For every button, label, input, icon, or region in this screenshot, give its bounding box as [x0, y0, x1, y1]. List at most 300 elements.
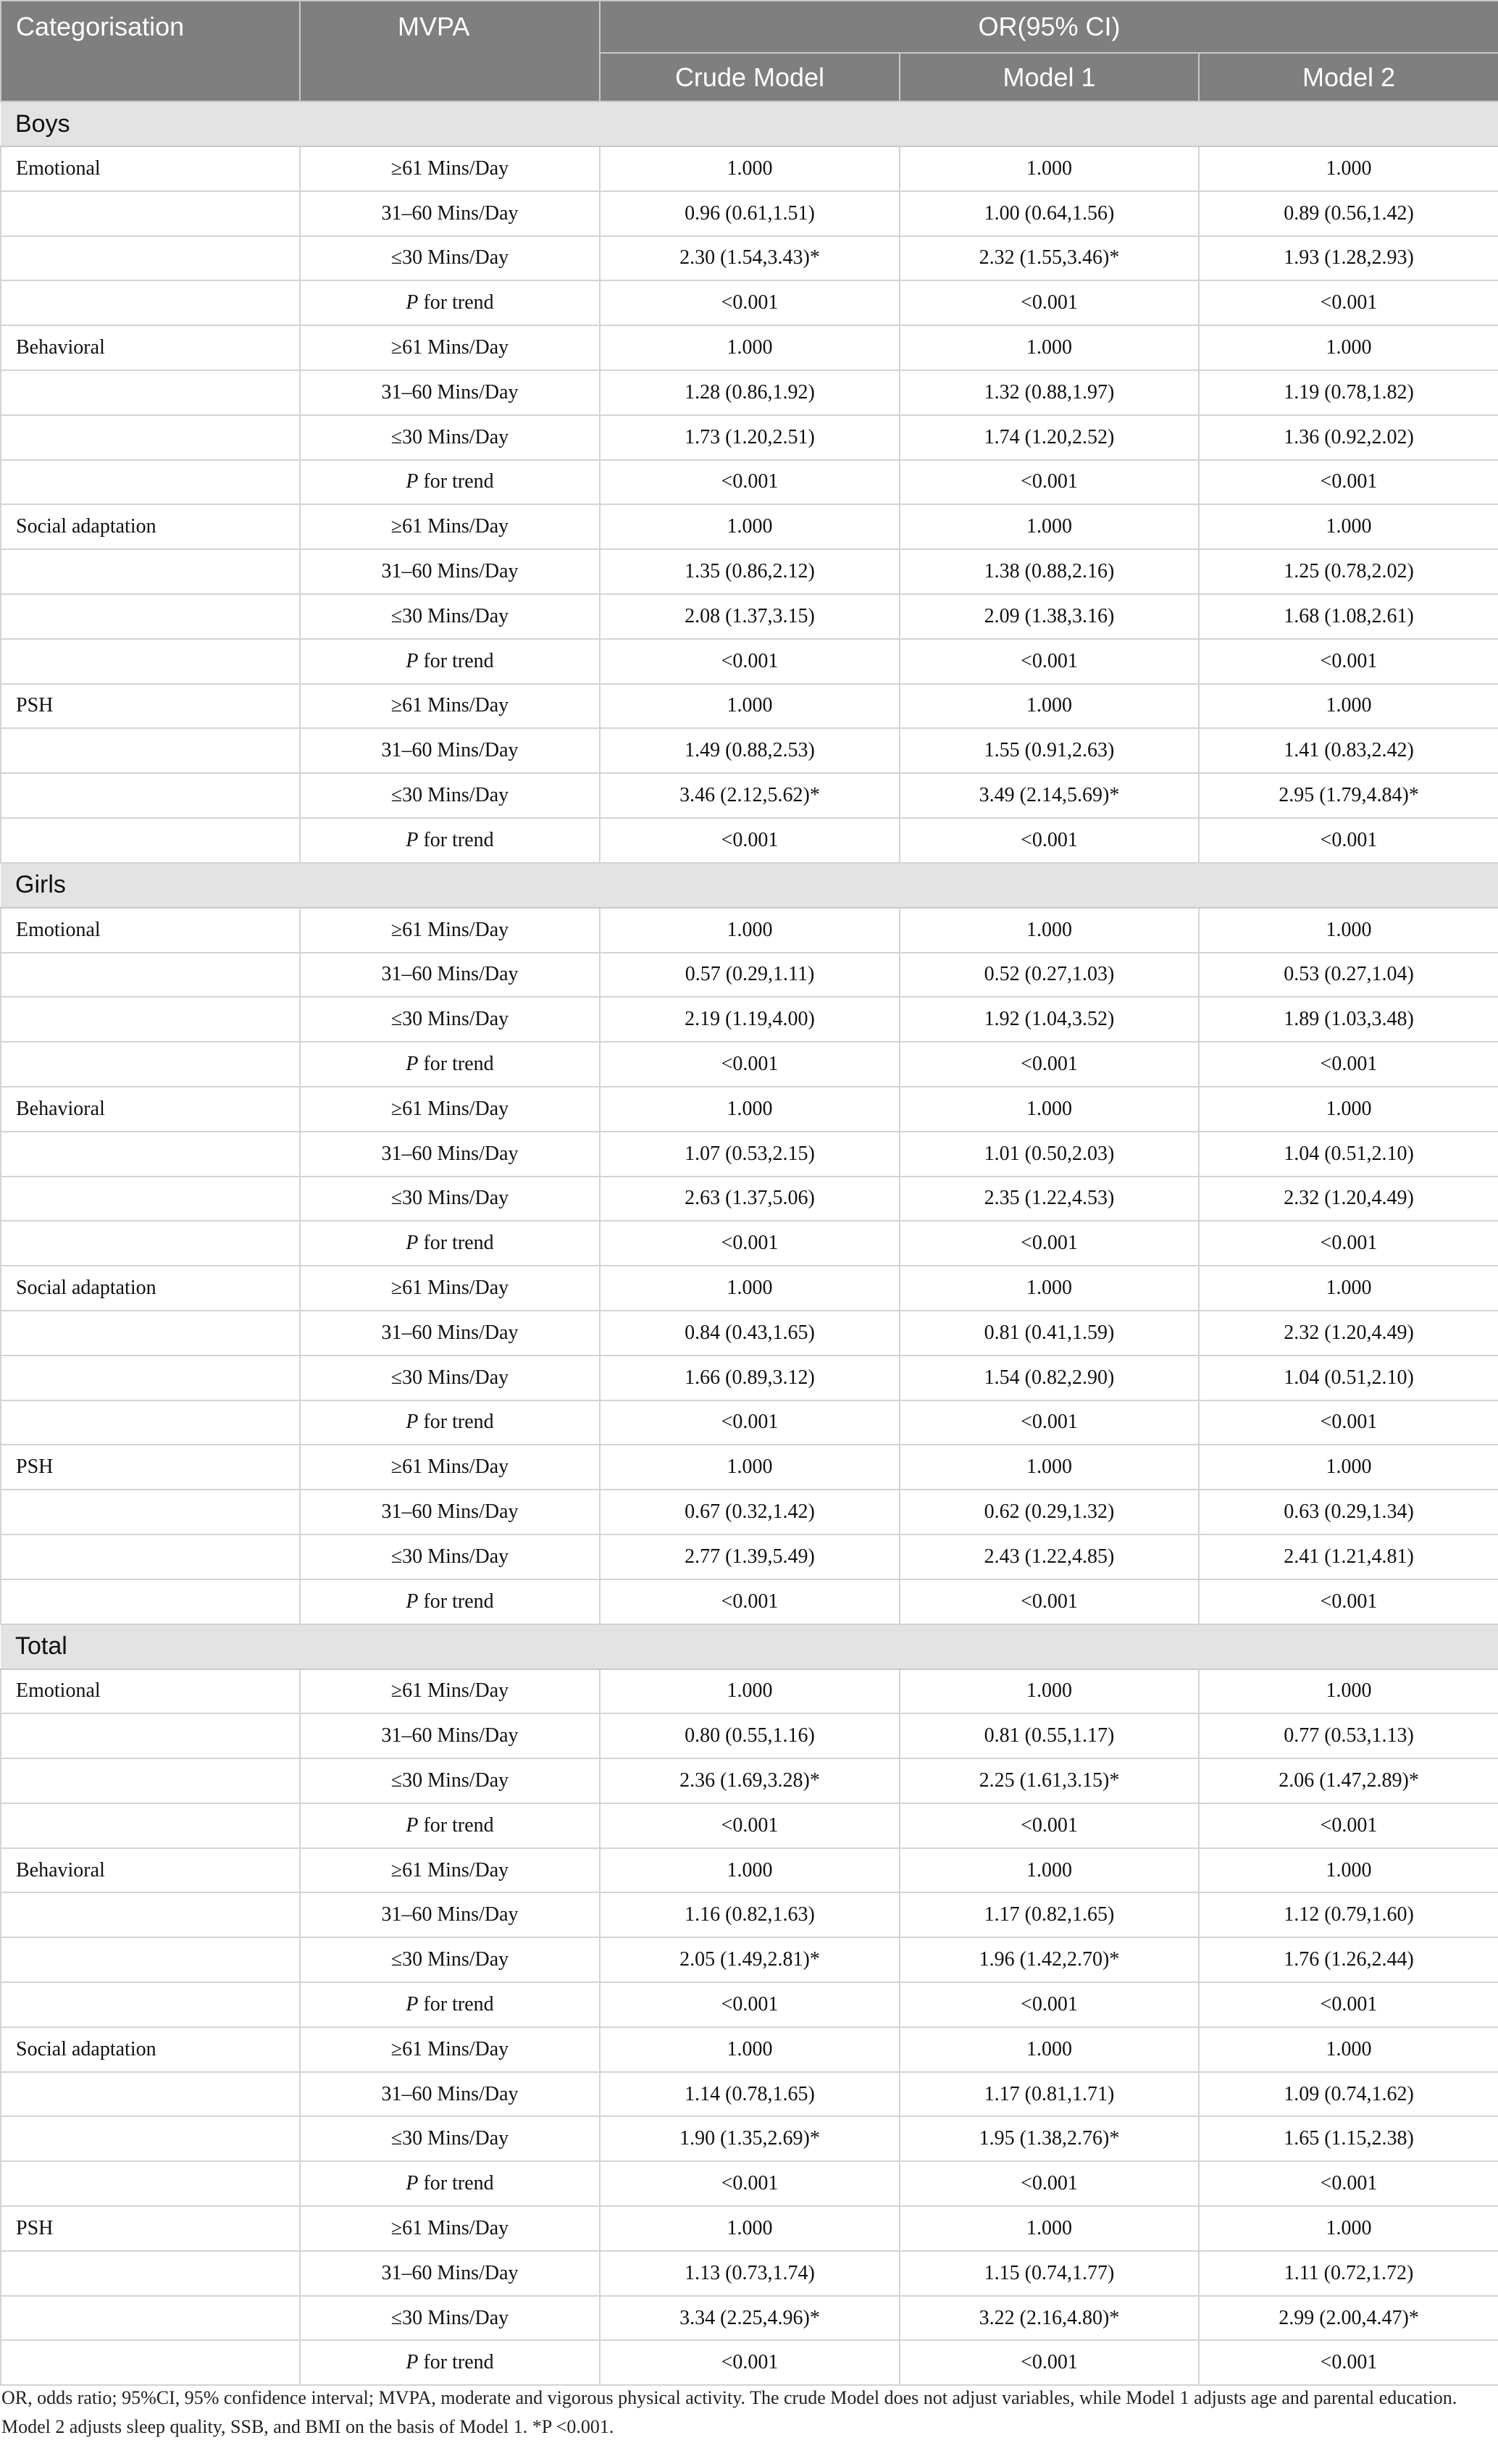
- mvpa-level-cell: ≥61 Mins/Day: [300, 1445, 600, 1490]
- model-2-cell: 2.06 (1.47,2.89)*: [1199, 1758, 1498, 1803]
- mvpa-level-cell: ≤30 Mins/Day: [300, 236, 600, 281]
- model-1-cell: 0.52 (0.27,1.03): [900, 953, 1199, 998]
- model-1-cell: 1.000: [900, 146, 1199, 191]
- table-row: [1, 2161, 1498, 2206]
- mvpa-level-cell: P for trend: [300, 1221, 600, 1266]
- mvpa-level-cell: 31–60 Mins/Day: [300, 370, 600, 415]
- mvpa-level-cell: 31–60 Mins/Day: [300, 1713, 600, 1758]
- crude-model-cell: 3.34 (2.25,4.96)*: [600, 2296, 900, 2341]
- mvpa-level-cell: P for trend: [300, 1042, 600, 1087]
- table-row: [1, 1937, 1498, 1982]
- model-2-cell: <0.001: [1199, 2340, 1498, 2385]
- model-1-cell: 1.17 (0.82,1.65): [900, 1892, 1199, 1937]
- table-footnote: [0, 2384, 1494, 2442]
- mvpa-level-cell: ≤30 Mins/Day: [300, 1356, 600, 1400]
- table-row: [1, 415, 1498, 460]
- footnote-line-2: Model 2 adjusts sleep quality, SSB, and BMI on the basis of Model 1. *P <0.001.: [1, 2416, 614, 2437]
- header-crude-model: Crude Model: [600, 53, 900, 101]
- mvpa-level-cell: ≤30 Mins/Day: [300, 773, 600, 818]
- category-cell: Social adaptation: [1, 504, 300, 549]
- mvpa-level-cell: ≤30 Mins/Day: [300, 1177, 600, 1221]
- mvpa-level-cell: 31–60 Mins/Day: [300, 1892, 600, 1937]
- crude-model-cell: 1.000: [600, 908, 900, 953]
- model-2-cell: <0.001: [1199, 1042, 1498, 1087]
- model-1-cell: 1.000: [900, 325, 1199, 370]
- table-row: [1, 1579, 1498, 1624]
- model-2-cell: 1.09 (0.74,1.62): [1199, 2072, 1498, 2117]
- table-row: [1, 2116, 1498, 2161]
- model-2-cell: 2.32 (1.20,4.49): [1199, 1177, 1498, 1221]
- model-1-cell: 2.09 (1.38,3.16): [900, 594, 1199, 639]
- category-cell: [1, 1937, 300, 1982]
- mvpa-level-cell: ≥61 Mins/Day: [300, 325, 600, 370]
- model-2-cell: 2.99 (2.00,4.47)*: [1199, 2296, 1498, 2341]
- crude-model-cell: 1.49 (0.88,2.53): [600, 728, 900, 773]
- crude-model-cell: <0.001: [600, 1982, 900, 2027]
- table-row: [1, 1758, 1498, 1803]
- header-categorisation: Categorisation: [1, 1, 300, 101]
- mvpa-level-cell: ≥61 Mins/Day: [300, 684, 600, 729]
- table-row: [1, 1803, 1498, 1848]
- category-cell: [1, 1982, 300, 2027]
- model-1-cell: 1.54 (0.82,2.90): [900, 1356, 1199, 1400]
- mvpa-level-cell: ≤30 Mins/Day: [300, 2296, 600, 2341]
- table-row: [1, 773, 1498, 818]
- crude-model-cell: 1.000: [600, 1669, 900, 1714]
- model-1-cell: 1.000: [900, 1266, 1199, 1311]
- model-1-cell: <0.001: [900, 1221, 1199, 1266]
- model-1-cell: <0.001: [900, 1803, 1199, 1848]
- model-2-cell: 1.04 (0.51,2.10): [1199, 1132, 1498, 1177]
- mvpa-level-cell: ≤30 Mins/Day: [300, 997, 600, 1042]
- table-row: [1, 460, 1498, 505]
- crude-model-cell: 1.000: [600, 684, 900, 729]
- model-2-cell: <0.001: [1199, 460, 1498, 505]
- model-1-cell: <0.001: [900, 280, 1199, 325]
- mvpa-level-cell: ≥61 Mins/Day: [300, 1266, 600, 1311]
- table-row: [1, 504, 1498, 549]
- model-1-cell: <0.001: [900, 1982, 1199, 2027]
- crude-model-cell: 2.77 (1.39,5.49): [600, 1534, 900, 1579]
- mvpa-level-cell: ≥61 Mins/Day: [300, 1848, 600, 1893]
- model-1-cell: 1.000: [900, 1087, 1199, 1132]
- table-row: [1, 1713, 1498, 1758]
- mvpa-level-cell: 31–60 Mins/Day: [300, 2251, 600, 2296]
- mvpa-level-cell: ≥61 Mins/Day: [300, 504, 600, 549]
- crude-model-cell: 1.13 (0.73,1.74): [600, 2251, 900, 2296]
- category-cell: [1, 2251, 300, 2296]
- category-cell: Behavioral: [1, 1848, 300, 1893]
- mvpa-level-cell: P for trend: [300, 460, 600, 505]
- table-header: [1, 1, 1498, 101]
- category-cell: [1, 1042, 300, 1087]
- model-2-cell: <0.001: [1199, 1579, 1498, 1624]
- crude-model-cell: <0.001: [600, 1042, 900, 1087]
- category-cell: [1, 1534, 300, 1579]
- model-2-cell: 1.000: [1199, 684, 1498, 729]
- model-2-cell: 1.19 (0.78,1.82): [1199, 370, 1498, 415]
- category-cell: [1, 191, 300, 236]
- table-row: [1, 1087, 1498, 1132]
- category-cell: [1, 997, 300, 1042]
- crude-model-cell: 1.000: [600, 2027, 900, 2072]
- model-1-cell: 3.49 (2.14,5.69)*: [900, 773, 1199, 818]
- crude-model-cell: 1.000: [600, 1266, 900, 1311]
- table-row: [1, 953, 1498, 998]
- category-cell: Emotional: [1, 1669, 300, 1714]
- mvpa-level-cell: P for trend: [300, 1400, 600, 1445]
- crude-model-cell: 0.80 (0.55,1.16): [600, 1713, 900, 1758]
- crude-model-cell: 3.46 (2.12,5.62)*: [600, 773, 900, 818]
- model-2-cell: 1.000: [1199, 1445, 1498, 1490]
- model-2-cell: <0.001: [1199, 1221, 1498, 1266]
- mvpa-level-cell: P for trend: [300, 2161, 600, 2206]
- category-cell: [1, 1311, 300, 1356]
- model-1-cell: 1.15 (0.74,1.77): [900, 2251, 1199, 2296]
- crude-model-cell: 2.36 (1.69,3.28)*: [600, 1758, 900, 1803]
- table-row: [1, 1445, 1498, 1490]
- mvpa-level-cell: 31–60 Mins/Day: [300, 1490, 600, 1534]
- mvpa-level-cell: ≤30 Mins/Day: [300, 1937, 600, 1982]
- table-row: [1, 325, 1498, 370]
- mvpa-level-cell: P for trend: [300, 639, 600, 684]
- category-cell: [1, 818, 300, 863]
- category-cell: [1, 1758, 300, 1803]
- table-row: [1, 236, 1498, 281]
- category-cell: [1, 1177, 300, 1221]
- category-cell: PSH: [1, 2206, 300, 2251]
- model-2-cell: <0.001: [1199, 1982, 1498, 2027]
- model-2-cell: 1.12 (0.79,1.60): [1199, 1892, 1498, 1937]
- category-cell: [1, 2340, 300, 2385]
- table-row: [1, 1177, 1498, 1221]
- mvpa-level-cell: ≥61 Mins/Day: [300, 2206, 600, 2251]
- crude-model-cell: <0.001: [600, 280, 900, 325]
- table-body: [1, 101, 1498, 2385]
- crude-model-cell: 1.000: [600, 1445, 900, 1490]
- model-1-cell: <0.001: [900, 1042, 1199, 1087]
- section-label: Boys: [1, 101, 1498, 146]
- mvpa-level-cell: P for trend: [300, 1579, 600, 1624]
- footnote-line-1: OR, odds ratio; 95%CI, 95% confidence interval; MVPA, moderate and vigorous physical activity. The crude Model does not adjust variables, while Model 1 adjusts age and parental education.: [1, 2387, 1457, 2408]
- model-2-cell: <0.001: [1199, 818, 1498, 863]
- model-1-cell: 1.000: [900, 684, 1199, 729]
- table-row: [1, 280, 1498, 325]
- model-1-cell: 1.000: [900, 2027, 1199, 2072]
- mvpa-level-cell: ≤30 Mins/Day: [300, 2116, 600, 2161]
- table-row: [1, 1266, 1498, 1311]
- model-2-cell: 2.95 (1.79,4.84)*: [1199, 773, 1498, 818]
- model-2-cell: <0.001: [1199, 1803, 1498, 1848]
- category-cell: [1, 1803, 300, 1848]
- crude-model-cell: <0.001: [600, 2161, 900, 2206]
- model-2-cell: 1.41 (0.83,2.42): [1199, 728, 1498, 773]
- model-2-cell: <0.001: [1199, 280, 1498, 325]
- mvpa-level-cell: 31–60 Mins/Day: [300, 549, 600, 594]
- model-2-cell: 1.11 (0.72,1.72): [1199, 2251, 1498, 2296]
- category-cell: Social adaptation: [1, 2027, 300, 2072]
- crude-model-cell: <0.001: [600, 639, 900, 684]
- section-row: [1, 863, 1498, 908]
- model-2-cell: 1.89 (1.03,3.48): [1199, 997, 1498, 1042]
- model-2-cell: 1.68 (1.08,2.61): [1199, 594, 1498, 639]
- header-mvpa: MVPA: [300, 1, 600, 101]
- category-cell: [1, 549, 300, 594]
- model-1-cell: <0.001: [900, 2340, 1199, 2385]
- crude-model-cell: 0.57 (0.29,1.11): [600, 953, 900, 998]
- category-cell: [1, 1579, 300, 1624]
- crude-model-cell: 1.35 (0.86,2.12): [600, 549, 900, 594]
- model-2-cell: 1.93 (1.28,2.93): [1199, 236, 1498, 281]
- model-2-cell: 1.000: [1199, 325, 1498, 370]
- section-row: [1, 1624, 1498, 1669]
- crude-model-cell: <0.001: [600, 460, 900, 505]
- mvpa-level-cell: P for trend: [300, 1982, 600, 2027]
- model-2-cell: 1.000: [1199, 1266, 1498, 1311]
- crude-model-cell: 2.63 (1.37,5.06): [600, 1177, 900, 1221]
- crude-model-cell: 2.08 (1.37,3.15): [600, 594, 900, 639]
- model-2-cell: 0.63 (0.29,1.34): [1199, 1490, 1498, 1534]
- model-1-cell: 1.000: [900, 908, 1199, 953]
- crude-model-cell: 1.16 (0.82,1.63): [600, 1892, 900, 1937]
- mvpa-level-cell: 31–60 Mins/Day: [300, 191, 600, 236]
- model-1-cell: 2.32 (1.55,3.46)*: [900, 236, 1199, 281]
- model-2-cell: 2.32 (1.20,4.49): [1199, 1311, 1498, 1356]
- section-label: Total: [1, 1624, 1498, 1669]
- model-2-cell: 1.65 (1.15,2.38): [1199, 2116, 1498, 2161]
- model-1-cell: <0.001: [900, 460, 1199, 505]
- mvpa-level-cell: 31–60 Mins/Day: [300, 2072, 600, 2117]
- table-row: [1, 549, 1498, 594]
- crude-model-cell: 1.90 (1.35,2.69)*: [600, 2116, 900, 2161]
- table-row: [1, 594, 1498, 639]
- model-1-cell: 2.43 (1.22,4.85): [900, 1534, 1199, 1579]
- crude-model-cell: 2.05 (1.49,2.81)*: [600, 1937, 900, 1982]
- crude-model-cell: 1.14 (0.78,1.65): [600, 2072, 900, 2117]
- table-row: [1, 908, 1498, 953]
- mvpa-level-cell: 31–60 Mins/Day: [300, 728, 600, 773]
- header-or-ci: OR(95% CI): [600, 1, 1498, 53]
- table-row: [1, 997, 1498, 1042]
- category-cell: [1, 639, 300, 684]
- category-cell: Behavioral: [1, 1087, 300, 1132]
- mvpa-level-cell: P for trend: [300, 818, 600, 863]
- crude-model-cell: 0.84 (0.43,1.65): [600, 1311, 900, 1356]
- table-row: [1, 1400, 1498, 1445]
- model-1-cell: 0.81 (0.55,1.17): [900, 1713, 1199, 1758]
- mvpa-level-cell: 31–60 Mins/Day: [300, 953, 600, 998]
- model-1-cell: 1.000: [900, 504, 1199, 549]
- crude-model-cell: <0.001: [600, 1400, 900, 1445]
- mvpa-level-cell: ≤30 Mins/Day: [300, 1534, 600, 1579]
- mvpa-level-cell: 31–60 Mins/Day: [300, 1132, 600, 1177]
- model-2-cell: 1.000: [1199, 2206, 1498, 2251]
- category-cell: Social adaptation: [1, 1266, 300, 1311]
- model-2-cell: 1.000: [1199, 1087, 1498, 1132]
- model-1-cell: 1.000: [900, 1445, 1199, 1490]
- model-1-cell: 1.32 (0.88,1.97): [900, 370, 1199, 415]
- table-row: [1, 818, 1498, 863]
- mvpa-level-cell: P for trend: [300, 2340, 600, 2385]
- model-2-cell: 0.53 (0.27,1.04): [1199, 953, 1498, 998]
- table-row: [1, 146, 1498, 191]
- model-1-cell: 2.25 (1.61,3.15)*: [900, 1758, 1199, 1803]
- model-1-cell: 1.000: [900, 2206, 1199, 2251]
- model-1-cell: <0.001: [900, 1400, 1199, 1445]
- model-1-cell: <0.001: [900, 818, 1199, 863]
- table-row: [1, 1042, 1498, 1087]
- model-1-cell: 1.00 (0.64,1.56): [900, 191, 1199, 236]
- category-cell: [1, 594, 300, 639]
- crude-model-cell: 2.19 (1.19,4.00): [600, 997, 900, 1042]
- crude-model-cell: <0.001: [600, 818, 900, 863]
- category-cell: [1, 1221, 300, 1266]
- table-row: [1, 1490, 1498, 1534]
- category-cell: [1, 1490, 300, 1534]
- crude-model-cell: <0.001: [600, 1221, 900, 1266]
- table-row: [1, 1356, 1498, 1400]
- table-row: [1, 1669, 1498, 1714]
- table-row: [1, 684, 1498, 729]
- category-cell: PSH: [1, 684, 300, 729]
- crude-model-cell: 0.67 (0.32,1.42): [600, 1490, 900, 1534]
- model-1-cell: 1.000: [900, 1669, 1199, 1714]
- header-model-1: Model 1: [900, 53, 1199, 101]
- category-cell: [1, 415, 300, 460]
- category-cell: [1, 2116, 300, 2161]
- model-2-cell: 1.000: [1199, 146, 1498, 191]
- model-1-cell: 0.81 (0.41,1.59): [900, 1311, 1199, 1356]
- crude-model-cell: 1.000: [600, 146, 900, 191]
- model-2-cell: 0.77 (0.53,1.13): [1199, 1713, 1498, 1758]
- model-1-cell: 1.96 (1.42,2.70)*: [900, 1937, 1199, 1982]
- model-1-cell: 3.22 (2.16,4.80)*: [900, 2296, 1199, 2341]
- category-cell: [1, 280, 300, 325]
- mvpa-level-cell: ≤30 Mins/Day: [300, 594, 600, 639]
- crude-model-cell: 1.000: [600, 1848, 900, 1893]
- model-2-cell: <0.001: [1199, 1400, 1498, 1445]
- crude-model-cell: <0.001: [600, 2340, 900, 2385]
- category-cell: Emotional: [1, 146, 300, 191]
- category-cell: [1, 1132, 300, 1177]
- model-1-cell: 1.95 (1.38,2.76)*: [900, 2116, 1199, 2161]
- crude-model-cell: <0.001: [600, 1579, 900, 1624]
- category-cell: [1, 2161, 300, 2206]
- table-row: [1, 1132, 1498, 1177]
- category-cell: [1, 1356, 300, 1400]
- category-cell: [1, 1713, 300, 1758]
- model-2-cell: 1.000: [1199, 1669, 1498, 1714]
- crude-model-cell: 1.07 (0.53,2.15): [600, 1132, 900, 1177]
- mvpa-level-cell: 31–60 Mins/Day: [300, 1311, 600, 1356]
- category-cell: [1, 2072, 300, 2117]
- section-label: Girls: [1, 863, 1498, 908]
- model-1-cell: <0.001: [900, 639, 1199, 684]
- category-cell: PSH: [1, 1445, 300, 1490]
- crude-model-cell: 2.30 (1.54,3.43)*: [600, 236, 900, 281]
- crude-model-cell: 1.000: [600, 504, 900, 549]
- crude-model-cell: <0.001: [600, 1803, 900, 1848]
- table-row: [1, 2072, 1498, 2117]
- category-cell: [1, 1400, 300, 1445]
- mvpa-level-cell: ≤30 Mins/Day: [300, 415, 600, 460]
- mvpa-level-cell: ≥61 Mins/Day: [300, 2027, 600, 2072]
- model-1-cell: <0.001: [900, 2161, 1199, 2206]
- crude-model-cell: 1.000: [600, 1087, 900, 1132]
- category-cell: Behavioral: [1, 325, 300, 370]
- category-cell: [1, 2296, 300, 2341]
- model-2-cell: 1.000: [1199, 1848, 1498, 1893]
- mvpa-level-cell: P for trend: [300, 280, 600, 325]
- table-row: [1, 191, 1498, 236]
- model-2-cell: <0.001: [1199, 639, 1498, 684]
- mvpa-level-cell: ≥61 Mins/Day: [300, 1669, 600, 1714]
- table-row: [1, 2251, 1498, 2296]
- table-row: [1, 1221, 1498, 1266]
- category-cell: [1, 236, 300, 281]
- model-1-cell: <0.001: [900, 1579, 1199, 1624]
- mvpa-level-cell: ≥61 Mins/Day: [300, 908, 600, 953]
- section-row: [1, 101, 1498, 146]
- table-row: [1, 1892, 1498, 1937]
- table-row: [1, 728, 1498, 773]
- category-cell: [1, 1892, 300, 1937]
- category-cell: [1, 460, 300, 505]
- model-2-cell: 1.000: [1199, 2027, 1498, 2072]
- model-2-cell: 1.000: [1199, 504, 1498, 549]
- crude-model-cell: 0.96 (0.61,1.51): [600, 191, 900, 236]
- mvpa-level-cell: ≤30 Mins/Day: [300, 1758, 600, 1803]
- model-1-cell: 0.62 (0.29,1.32): [900, 1490, 1199, 1534]
- model-2-cell: 0.89 (0.56,1.42): [1199, 191, 1498, 236]
- table-row: [1, 2206, 1498, 2251]
- model-1-cell: 1.17 (0.81,1.71): [900, 2072, 1199, 2117]
- category-cell: [1, 773, 300, 818]
- model-1-cell: 1.01 (0.50,2.03): [900, 1132, 1199, 1177]
- table-row: [1, 1982, 1498, 2027]
- model-2-cell: <0.001: [1199, 2161, 1498, 2206]
- model-1-cell: 2.35 (1.22,4.53): [900, 1177, 1199, 1221]
- model-2-cell: 1.04 (0.51,2.10): [1199, 1356, 1498, 1400]
- mvpa-level-cell: ≥61 Mins/Day: [300, 1087, 600, 1132]
- crude-model-cell: 1.73 (1.20,2.51): [600, 415, 900, 460]
- table-row: [1, 1534, 1498, 1579]
- model-2-cell: 1.76 (1.26,2.44): [1199, 1937, 1498, 1982]
- mvpa-level-cell: ≥61 Mins/Day: [300, 146, 600, 191]
- category-cell: [1, 728, 300, 773]
- crude-model-cell: 1.66 (0.89,3.12): [600, 1356, 900, 1400]
- table-row: [1, 639, 1498, 684]
- model-1-cell: 1.38 (0.88,2.16): [900, 549, 1199, 594]
- table-row: [1, 2027, 1498, 2072]
- category-cell: Emotional: [1, 908, 300, 953]
- model-1-cell: 1.74 (1.20,2.52): [900, 415, 1199, 460]
- category-cell: [1, 370, 300, 415]
- model-1-cell: 1.000: [900, 1848, 1199, 1893]
- model-2-cell: 1.36 (0.92,2.02): [1199, 415, 1498, 460]
- header-model-2: Model 2: [1199, 53, 1498, 101]
- model-2-cell: 1.25 (0.78,2.02): [1199, 549, 1498, 594]
- table-row: [1, 1848, 1498, 1893]
- model-1-cell: 1.92 (1.04,3.52): [900, 997, 1199, 1042]
- mvpa-level-cell: P for trend: [300, 1803, 600, 1848]
- table-row: [1, 2340, 1498, 2385]
- category-cell: [1, 953, 300, 998]
- crude-model-cell: 1.28 (0.86,1.92): [600, 370, 900, 415]
- model-2-cell: 2.41 (1.21,4.81): [1199, 1534, 1498, 1579]
- table-row: [1, 2296, 1498, 2341]
- crude-model-cell: 1.000: [600, 2206, 900, 2251]
